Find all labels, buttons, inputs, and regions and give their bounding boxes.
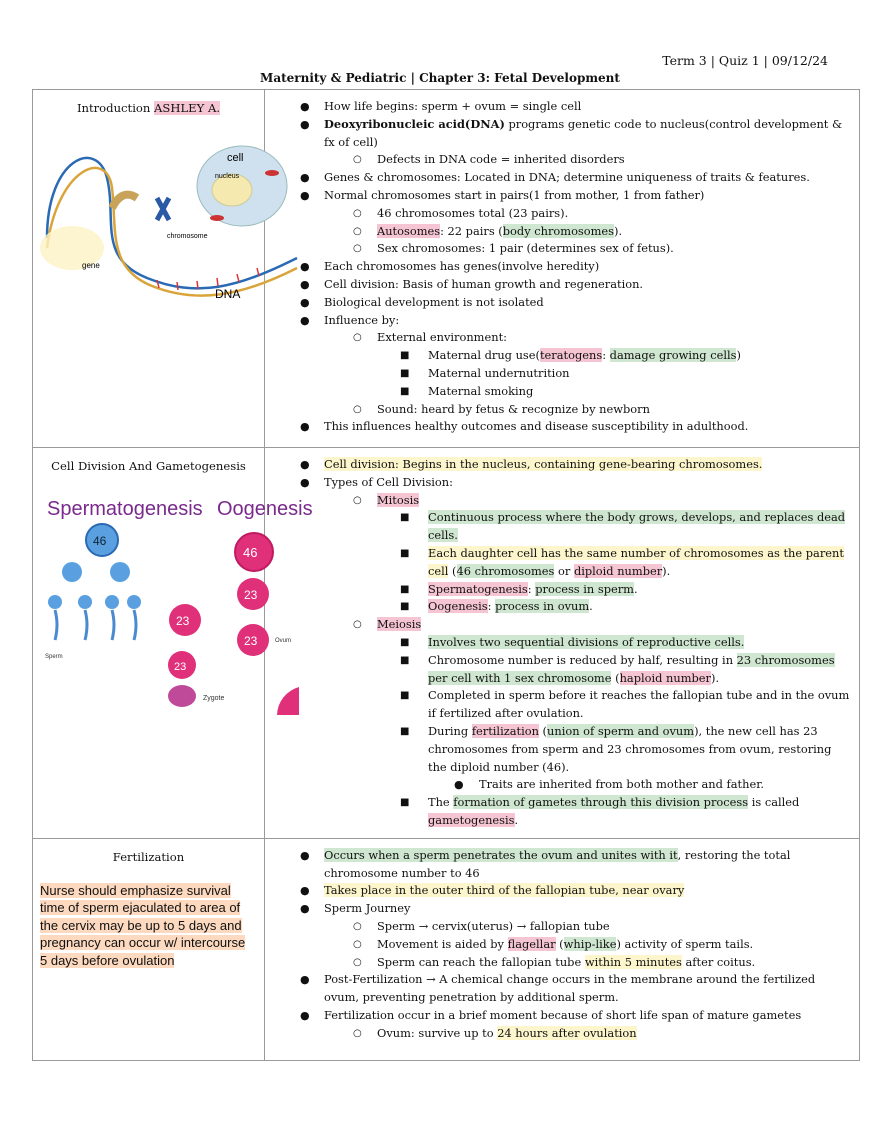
content-fertilization <box>265 838 860 1060</box>
list-item <box>265 365 853 383</box>
highlighted-text: process in ovum <box>495 599 590 614</box>
row-fertilization <box>33 838 860 1060</box>
list-item <box>265 347 853 365</box>
svg-text:23: 23 <box>244 634 258 648</box>
list-item <box>265 240 853 258</box>
list-item <box>265 312 853 330</box>
list-item <box>265 900 853 918</box>
highlighted-text: Cell division: Begins in the nucleus, containing gene-bearing chromosomes. <box>324 457 763 471</box>
text: ). <box>711 670 720 685</box>
text: ), the new cell has 23 chromosomes from sperm and 23 chromosomes from ovum, restoring the diploid number (46). <box>428 723 832 774</box>
text: 46 chromosomes total (23 pairs). <box>377 205 569 220</box>
text: ). <box>614 223 623 238</box>
list-item <box>265 687 853 723</box>
bullet-icon: ● <box>300 973 310 987</box>
label-oogenesis: Oogenesis <box>217 498 313 520</box>
bullet-icon: ■ <box>400 654 410 666</box>
highlighted-text: flagellar <box>507 936 556 951</box>
label-cell: cell <box>227 152 244 164</box>
highlighted-text: Continuous process where the body grows, develops, and replaces dead cells. <box>428 510 846 543</box>
bullet-icon: ○ <box>353 243 362 255</box>
list-item <box>265 954 853 972</box>
text: ) <box>736 348 741 363</box>
text: ( <box>555 936 564 951</box>
text: This influences healthy outcomes and disease susceptibility in adulthood. <box>324 419 749 434</box>
list-item <box>265 276 853 294</box>
list-item <box>265 169 853 187</box>
bullet-icon: ■ <box>400 547 410 559</box>
label-zygote: Zygote <box>203 695 225 702</box>
list-item <box>265 634 853 652</box>
highlighted-text: Meiosis <box>377 617 422 632</box>
bullet-icon: ■ <box>400 385 410 397</box>
bold-text: Deoxyribonucleic acid(DNA) <box>324 116 505 131</box>
text: programs genetic code to nucleus(control development & fx of cell) <box>324 116 843 149</box>
bullet-icon: ○ <box>353 154 362 166</box>
list-item <box>265 401 853 419</box>
text: ( <box>611 670 620 685</box>
bullet-icon: ○ <box>353 494 362 506</box>
text: . <box>589 599 593 614</box>
highlighted-text: Occurs when a sperm penetrates the ovum and unites with it <box>324 847 678 862</box>
svg-text:46: 46 <box>93 534 107 548</box>
list-item <box>265 151 853 169</box>
bullet-icon: ● <box>300 1008 310 1022</box>
bullet-icon: ○ <box>353 920 362 932</box>
text: Movement is aided by <box>377 936 508 951</box>
highlighted-text: gametogenesis <box>428 812 515 827</box>
text: Traits are inherited from both mother and father. <box>479 777 765 792</box>
list-item <box>265 847 853 883</box>
section-title: Introduction <box>76 101 155 115</box>
text: Chromosome number is reduced by half, resulting in <box>428 652 737 667</box>
label-nucleus: nucleus <box>215 173 240 180</box>
text: : 22 pairs ( <box>440 223 503 238</box>
text: Each chromosomes has genes(involve heredity) <box>324 259 600 274</box>
highlighted-text: whip-like <box>563 936 617 951</box>
highlighted-text: Mitosis <box>377 492 420 507</box>
list-item <box>265 456 853 474</box>
text: During <box>428 723 472 738</box>
text: . <box>514 812 519 827</box>
author-name: ASHLEY A. <box>154 101 221 115</box>
list-item <box>265 723 853 776</box>
highlighted-text: 46 chromosomes <box>456 563 555 578</box>
notes-table <box>32 89 860 1061</box>
bullet-icon: ● <box>300 188 310 202</box>
row-cell-division <box>33 448 860 839</box>
text: Post-Fertilization → A chemical change occurs in the membrane around the fertilized ovum, preventing penetration by additional sperm. <box>324 972 816 1005</box>
text: or <box>554 563 574 578</box>
left-cell-fertilization <box>33 838 265 1060</box>
list-item <box>265 492 853 510</box>
highlighted-text: Autosomes <box>377 223 441 238</box>
highlighted-text: Takes place in the outer third of the fallopian tube, near ovary <box>324 883 685 898</box>
label-gene: gene <box>82 261 100 270</box>
content-introduction <box>265 90 860 448</box>
text: Sperm can reach the fallopian tube <box>377 954 585 969</box>
bullet-icon: ● <box>300 884 310 898</box>
text: Defects in DNA code = inherited disorders <box>377 152 625 167</box>
bullet-icon: ■ <box>400 636 410 648</box>
bullet-icon: ● <box>300 902 310 916</box>
list-item <box>265 205 853 223</box>
bullet-icon: ● <box>300 295 310 309</box>
bullet-icon: ■ <box>400 690 410 702</box>
list-item <box>265 474 853 492</box>
bullet-icon: ○ <box>353 938 362 950</box>
text: ). <box>662 563 671 578</box>
label-spermatogenesis: Spermatogenesis <box>47 498 203 520</box>
text: Maternal drug use( <box>428 348 540 363</box>
list-item <box>265 794 853 830</box>
highlighted-text: Involves two sequential divisions of reproductive cells. <box>428 634 745 649</box>
highlighted-text: Each daughter cell has the same number of chromosomes as the parent cell <box>428 545 844 578</box>
text: after coitus. <box>681 954 756 969</box>
text: Sperm → cervix(uterus) → fallopian tube <box>377 918 610 933</box>
text: , restoring the total chromosome number to 46 <box>324 847 791 880</box>
text: Sound: heard by fetus & recognize by newborn <box>377 401 650 416</box>
nurse-note: Nurse should emphasize survival time of sperm ejaculated to area of the cervix may be up to 5 days and pregnancy can occur w/ intercourse 5 days before ovulation <box>40 882 246 968</box>
quiz-info: Term 3 | Quiz 1 | 09/12/24 <box>662 53 828 68</box>
text: How life begins: sperm + ovum = single cell <box>324 99 582 113</box>
content-cell-division <box>265 448 860 839</box>
text: Types of Cell Division: <box>324 474 453 489</box>
highlighted-text: body chromosomes <box>502 223 615 238</box>
text: Cell division: Basis of human growth and regeneration. <box>324 276 644 291</box>
bullet-icon: ■ <box>400 512 410 524</box>
label-sperm: Sperm <box>45 654 63 660</box>
bullet-icon: ■ <box>400 367 410 379</box>
list-item <box>265 329 853 347</box>
svg-text:23: 23 <box>176 614 190 628</box>
list-item <box>265 509 853 545</box>
text: : <box>602 348 610 363</box>
left-cell-introduction <box>33 90 265 448</box>
list-item <box>265 545 853 581</box>
bullet-icon: ● <box>300 475 310 489</box>
text: Biological development is not isolated <box>324 294 544 309</box>
bullet-icon: ■ <box>400 350 410 362</box>
svg-text:46: 46 <box>243 545 258 560</box>
highlighted-text: 24 hours after ovulation <box>497 1025 637 1040</box>
bullet-icon: ○ <box>353 1027 362 1039</box>
bullet-icon: ● <box>300 117 310 131</box>
list-item <box>265 223 853 241</box>
list-item <box>265 882 853 900</box>
text: Normal chromosomes start in pairs(1 from mother, 1 from father) <box>324 187 705 202</box>
bullet-icon: ● <box>300 171 310 185</box>
bullet-icon: ○ <box>353 225 362 237</box>
text: : <box>527 581 536 596</box>
label-ovum: Ovum <box>275 638 292 644</box>
text: . <box>634 581 638 596</box>
section-title: Cell Division And Gametogenesis <box>51 459 246 473</box>
left-cell-cell-division <box>33 448 313 839</box>
text: The <box>428 795 454 810</box>
page-title: Maternity & Pediatric | Chapter 3: Fetal Development <box>260 71 620 85</box>
text: ( <box>448 563 457 578</box>
highlighted-text: diploid number <box>573 563 663 578</box>
bullet-icon: ● <box>300 458 310 471</box>
bullet-icon: ○ <box>353 619 362 631</box>
label-chromosome: chromosome <box>167 233 208 240</box>
dna-illustration <box>37 118 299 308</box>
bullet-icon: ○ <box>353 207 362 219</box>
bullet-icon: ■ <box>400 797 410 809</box>
svg-text:23: 23 <box>244 588 258 602</box>
bullet-icon: ○ <box>353 956 362 968</box>
bullet-icon: ● <box>300 420 310 434</box>
text: Completed in sperm before it reaches the fallopian tube and in the ovum if fertilized after ovulation. <box>428 688 850 721</box>
section-title: Fertilization <box>112 849 185 864</box>
highlighted-text: fertilization <box>471 723 539 738</box>
list-item <box>265 598 853 616</box>
text: Influence by: <box>324 312 400 327</box>
list-item <box>265 581 853 599</box>
highlighted-text: Spermatogenesis <box>428 581 528 596</box>
text: Ovum: survive up to <box>377 1025 498 1040</box>
list-item <box>265 918 853 936</box>
list-item <box>265 1007 853 1025</box>
list-item <box>265 936 853 954</box>
list-item <box>265 98 853 116</box>
label-dna: DNA <box>215 287 241 301</box>
text: Sperm Journey <box>324 901 411 916</box>
list-item <box>265 383 853 401</box>
text: is called <box>748 795 800 810</box>
highlighted-text: within 5 minutes <box>584 954 682 969</box>
row-introduction <box>33 90 860 448</box>
highlighted-text: 23 chromosomes per cell with 1 sex chromosome <box>428 652 835 685</box>
bullet-icon: ● <box>300 277 310 291</box>
list-item <box>265 1025 853 1043</box>
text: ) activity of sperm tails. <box>616 936 754 951</box>
list-item <box>265 294 853 312</box>
list-item <box>265 776 853 794</box>
text: Fertilization occur in a brief moment because of short life span of mature gametes <box>324 1007 802 1022</box>
gametogenesis-illustration <box>37 490 313 715</box>
bullet-icon: ● <box>300 100 310 113</box>
bullet-icon: ● <box>300 313 310 327</box>
highlighted-text: damage growing cells <box>609 348 737 363</box>
text: Sex chromosomes: 1 pair (determines sex of fetus). <box>377 241 674 256</box>
list-item <box>265 652 853 688</box>
list-item <box>265 971 853 1007</box>
bullet-icon: ● <box>300 848 310 862</box>
bullet-icon: ● <box>454 778 464 792</box>
highlighted-text: Oogenesis <box>428 599 488 614</box>
list-item <box>265 187 853 205</box>
text: : <box>487 599 496 614</box>
highlighted-text: union of sperm and ovum <box>547 723 695 738</box>
list-item <box>265 258 853 276</box>
highlighted-text: formation of gametes through this division process <box>453 795 749 810</box>
list-item <box>265 116 853 152</box>
bullet-icon: ■ <box>400 601 410 613</box>
text: Maternal undernutrition <box>428 365 570 380</box>
bullet-icon: ● <box>300 260 310 274</box>
bullet-icon: ○ <box>353 332 362 344</box>
highlighted-text: process in sperm <box>535 581 634 596</box>
highlighted-text: haploid number <box>619 670 711 685</box>
bullet-icon: ■ <box>400 583 410 595</box>
highlighted-text: teratogens <box>539 348 603 363</box>
text: Genes & chromosomes: Located in DNA; determine uniqueness of traits & features. <box>324 170 810 185</box>
text: External environment: <box>377 330 507 345</box>
bullet-icon: ■ <box>400 725 410 737</box>
text: ( <box>538 723 548 738</box>
bullet-icon: ○ <box>353 403 362 415</box>
list-item <box>265 616 853 634</box>
svg-text:23: 23 <box>174 661 187 673</box>
list-item <box>265 418 853 436</box>
text: Maternal smoking <box>428 383 534 398</box>
